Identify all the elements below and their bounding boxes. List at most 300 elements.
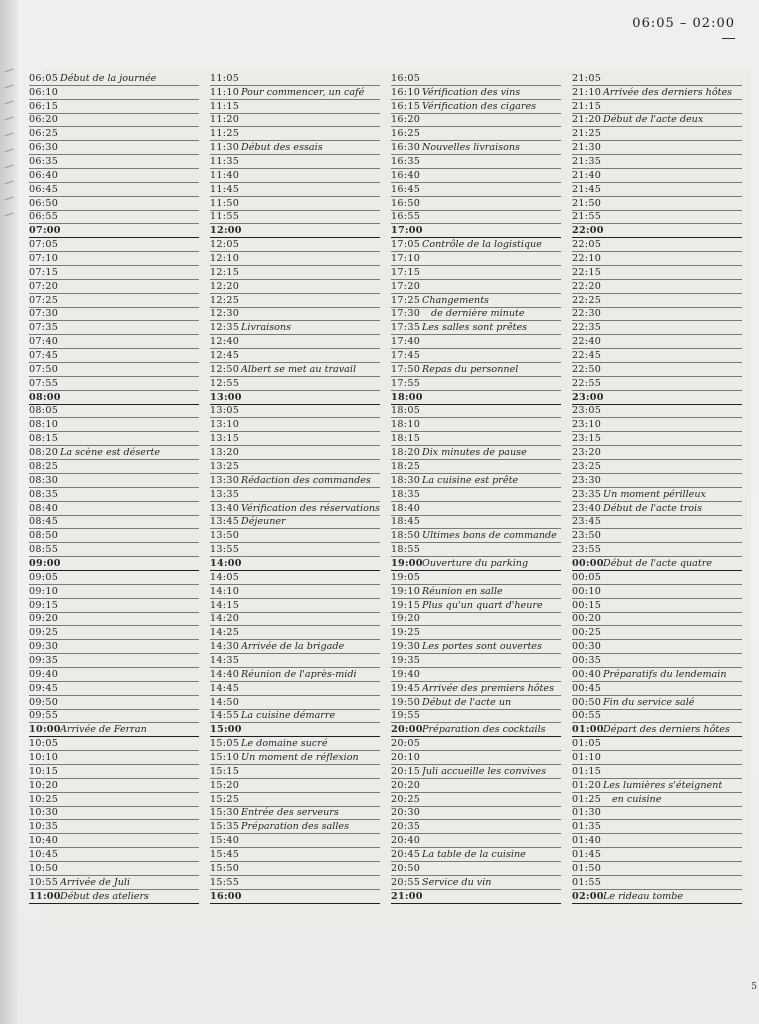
schedule-time: 10:40 (29, 835, 59, 847)
schedule-time: 16:50 (391, 197, 421, 209)
schedule-row (572, 640, 742, 654)
schedule-row (572, 197, 742, 211)
schedule-event-label: Préparatifs du lendemain (603, 668, 727, 680)
schedule-time: 17:40 (391, 336, 421, 348)
schedule-time: 13:00 (210, 391, 242, 403)
schedule-row (572, 183, 742, 197)
schedule-time: 20:35 (391, 821, 421, 833)
schedule-time: 06:35 (29, 156, 59, 168)
schedule-row (391, 890, 561, 904)
schedule-row (391, 169, 561, 183)
schedule-row (572, 238, 742, 252)
schedule-row (572, 363, 742, 377)
schedule-row (29, 834, 199, 848)
schedule-time: 13:20 (210, 447, 240, 459)
time-range-heading: 06:05 – 02:00 (632, 16, 735, 31)
schedule-time: 01:30 (572, 807, 602, 819)
schedule-event-label: Arrivée de Juli (60, 876, 131, 888)
schedule-time: 07:00 (29, 225, 61, 237)
schedule-time: 11:45 (210, 183, 240, 195)
schedule-row (29, 252, 199, 266)
schedule-row (391, 197, 561, 211)
schedule-row (391, 751, 561, 765)
schedule-time: 11:15 (210, 100, 240, 112)
schedule-row (210, 654, 380, 668)
schedule-row (391, 502, 561, 516)
schedule-time: 12:00 (210, 225, 242, 237)
schedule-row (29, 585, 199, 599)
schedule-row (572, 862, 742, 876)
schedule-event-label: Repas du personnel (422, 363, 519, 375)
schedule-row (572, 280, 742, 294)
schedule-row (391, 100, 561, 114)
schedule-time: 11:40 (210, 169, 240, 181)
schedule-time: 15:00 (210, 724, 242, 736)
schedule-row (29, 86, 199, 100)
schedule-event-label: Préparation des cocktails (422, 724, 546, 736)
schedule-time: 00:50 (572, 696, 602, 708)
schedule-row (29, 751, 199, 765)
schedule-row (391, 543, 561, 557)
schedule-row (29, 155, 199, 169)
schedule-time: 09:30 (29, 641, 59, 653)
schedule-time: 12:05 (210, 239, 240, 251)
schedule-time: 13:05 (210, 405, 240, 417)
schedule-time: 08:00 (29, 391, 61, 403)
schedule-time: 00:10 (572, 585, 602, 597)
schedule-row (572, 654, 742, 668)
schedule-event-label: Le rideau tombe (603, 890, 684, 902)
schedule-row (210, 377, 380, 391)
schedule-time: 17:50 (391, 363, 421, 375)
schedule-row (391, 640, 561, 654)
schedule-time: 08:15 (29, 433, 59, 445)
schedule-time: 21:05 (572, 72, 602, 84)
schedule-time: 06:40 (29, 169, 59, 181)
schedule-row (391, 723, 561, 737)
schedule-time: 19:00 (391, 557, 423, 569)
schedule-row (210, 793, 380, 807)
schedule-time: 21:00 (391, 890, 423, 902)
schedule-time: 12:15 (210, 266, 240, 278)
schedule-time: 09:20 (29, 613, 59, 625)
schedule-row (210, 682, 380, 696)
schedule-time: 13:30 (210, 474, 240, 486)
schedule-time: 19:45 (391, 682, 421, 694)
schedule-time: 14:05 (210, 571, 240, 583)
schedule-row (391, 363, 561, 377)
schedule-row (29, 613, 199, 627)
schedule-row (29, 557, 199, 571)
schedule-row (391, 141, 561, 155)
schedule-time: 00:00 (572, 557, 604, 569)
schedule-row (210, 294, 380, 308)
schedule-time: 19:20 (391, 613, 421, 625)
schedule-row (391, 252, 561, 266)
schedule-time: 07:25 (29, 294, 59, 306)
schedule-row (29, 696, 199, 710)
schedule-time: 17:35 (391, 322, 421, 334)
schedule-time: 18:30 (391, 474, 421, 486)
schedule-row (572, 418, 742, 432)
schedule-row (29, 183, 199, 197)
schedule-time: 22:10 (572, 253, 602, 265)
schedule-row (572, 668, 742, 682)
schedule-row (391, 391, 561, 405)
schedule-time: 10:20 (29, 779, 59, 791)
schedule-row (210, 100, 380, 114)
schedule-time: 07:15 (29, 266, 59, 278)
schedule-time: 10:25 (29, 793, 59, 805)
schedule-time: 06:15 (29, 100, 59, 112)
schedule-row (572, 696, 742, 710)
schedule-time: 00:30 (572, 641, 602, 653)
schedule-time: 07:35 (29, 322, 59, 334)
schedule-time: 00:45 (572, 682, 602, 694)
schedule-time: 13:15 (210, 433, 240, 445)
schedule-time: 10:50 (29, 862, 59, 874)
schedule-time: 16:00 (210, 890, 242, 902)
schedule-row (29, 321, 199, 335)
schedule-event-label: de dernière minute (431, 308, 525, 320)
schedule-row (29, 197, 199, 211)
schedule-column-4 (572, 72, 742, 904)
schedule-time: 20:00 (391, 724, 423, 736)
schedule-row (572, 723, 742, 737)
schedule-time: 20:40 (391, 835, 421, 847)
schedule-row (391, 294, 561, 308)
schedule-time: 14:25 (210, 627, 240, 639)
schedule-event-label: Nouvelles livraisons (422, 142, 520, 154)
schedule-row (29, 529, 199, 543)
schedule-time: 10:45 (29, 848, 59, 860)
schedule-time: 21:25 (572, 128, 602, 140)
schedule-row (572, 488, 742, 502)
schedule-event-label: Les lumières s'éteignent (603, 779, 723, 791)
schedule-row (391, 682, 561, 696)
schedule-row (391, 211, 561, 225)
schedule-column-1 (29, 72, 199, 904)
schedule-row (391, 529, 561, 543)
schedule-time: 16:25 (391, 128, 421, 140)
schedule-time: 12:55 (210, 377, 240, 389)
schedule-row (391, 114, 561, 128)
schedule-time: 16:35 (391, 156, 421, 168)
schedule-row (210, 502, 380, 516)
schedule-event-label: La table de la cuisine (422, 848, 526, 860)
schedule-time: 16:05 (391, 72, 421, 84)
schedule-row (29, 890, 199, 904)
schedule-row (29, 488, 199, 502)
schedule-time: 19:15 (391, 599, 421, 611)
schedule-row (210, 668, 380, 682)
schedule-row (210, 127, 380, 141)
schedule-row (29, 391, 199, 405)
schedule-row (572, 765, 742, 779)
schedule-time: 18:40 (391, 502, 421, 514)
schedule-time: 20:15 (391, 765, 421, 777)
schedule-time: 18:50 (391, 530, 421, 542)
schedule-time: 15:50 (210, 862, 240, 874)
schedule-row (29, 765, 199, 779)
schedule-row (391, 72, 561, 86)
schedule-time: 22:55 (572, 377, 602, 389)
schedule-time: 20:10 (391, 751, 421, 763)
schedule-time: 19:10 (391, 585, 421, 597)
schedule-time: 00:20 (572, 613, 602, 625)
schedule-event-label: en cuisine (612, 793, 662, 805)
schedule-time: 09:05 (29, 571, 59, 583)
schedule-row (29, 474, 199, 488)
schedule-time: 21:55 (572, 211, 602, 223)
schedule-time: 19:40 (391, 668, 421, 680)
schedule-time: 15:10 (210, 751, 240, 763)
schedule-row (391, 793, 561, 807)
schedule-row (391, 626, 561, 640)
schedule-time: 08:05 (29, 405, 59, 417)
schedule-time: 17:00 (391, 225, 423, 237)
schedule-time: 20:25 (391, 793, 421, 805)
schedule-row (572, 349, 742, 363)
schedule-time: 11:00 (29, 890, 61, 902)
schedule-time: 23:00 (572, 391, 604, 403)
schedule-time: 06:55 (29, 211, 59, 223)
schedule-event-label: Ouverture du parking (422, 557, 529, 569)
schedule-time: 00:55 (572, 710, 602, 722)
schedule-row (572, 890, 742, 904)
schedule-row (572, 446, 742, 460)
schedule-row (391, 321, 561, 335)
schedule-row (210, 543, 380, 557)
schedule-row (29, 668, 199, 682)
schedule-row (29, 266, 199, 280)
schedule-time: 16:55 (391, 211, 421, 223)
schedule-time: 09:00 (29, 557, 61, 569)
schedule-time: 10:30 (29, 807, 59, 819)
schedule-time: 12:50 (210, 363, 240, 375)
schedule-time: 23:20 (572, 447, 602, 459)
schedule-event-label: Contrôle de la logistique (422, 239, 542, 251)
schedule-row (29, 363, 199, 377)
schedule-row (572, 321, 742, 335)
page-number: 5 (751, 982, 757, 992)
schedule-row (210, 349, 380, 363)
schedule-time: 13:35 (210, 488, 240, 500)
schedule-row (391, 654, 561, 668)
schedule-row (572, 72, 742, 86)
schedule-time: 07:20 (29, 280, 59, 292)
schedule-time: 16:15 (391, 100, 421, 112)
schedule-time: 12:10 (210, 253, 240, 265)
schedule-time: 11:35 (210, 156, 240, 168)
schedule-row (29, 654, 199, 668)
schedule-row (572, 114, 742, 128)
schedule-event-label: Vérification des vins (422, 86, 521, 98)
schedule-row (391, 613, 561, 627)
schedule-row (391, 834, 561, 848)
schedule-time: 17:15 (391, 266, 421, 278)
schedule-row (210, 488, 380, 502)
schedule-time: 08:50 (29, 530, 59, 542)
schedule-time: 08:25 (29, 460, 59, 472)
schedule-event-label: Arrivée des derniers hôtes (603, 86, 733, 98)
schedule-row (572, 391, 742, 405)
schedule-time: 10:55 (29, 876, 59, 888)
schedule-row (29, 793, 199, 807)
schedule-time: 01:50 (572, 862, 602, 874)
schedule-event-label: Plus qu'un quart d'heure (422, 599, 543, 611)
schedule-row (572, 460, 742, 474)
schedule-time: 14:00 (210, 557, 242, 569)
schedule-row (391, 710, 561, 724)
schedule-time: 19:55 (391, 710, 421, 722)
schedule-row (29, 280, 199, 294)
schedule-time: 06:25 (29, 128, 59, 140)
schedule-time: 01:20 (572, 779, 602, 791)
schedule-event-label: Livraisons (241, 322, 292, 334)
schedule-row (572, 737, 742, 751)
schedule-row (29, 820, 199, 834)
schedule-row (29, 502, 199, 516)
schedule-row (210, 86, 380, 100)
schedule-time: 01:55 (572, 876, 602, 888)
schedule-row (29, 862, 199, 876)
schedule-row (572, 266, 742, 280)
schedule-time: 20:30 (391, 807, 421, 819)
schedule-event-label: Arrivée des premiers hôtes (422, 682, 555, 694)
schedule-row (391, 224, 561, 238)
schedule-row (572, 848, 742, 862)
schedule-time: 11:05 (210, 72, 240, 84)
schedule-time: 16:20 (391, 114, 421, 126)
schedule-event-label: La cuisine démarre (241, 710, 336, 722)
schedule-row (572, 432, 742, 446)
schedule-time: 07:05 (29, 239, 59, 251)
schedule-time: 23:35 (572, 488, 602, 500)
schedule-time: 23:10 (572, 419, 602, 431)
heading-rule (722, 38, 735, 39)
schedule-row (391, 308, 561, 322)
schedule-time: 19:50 (391, 696, 421, 708)
schedule-time: 00:05 (572, 571, 602, 583)
schedule-time: 21:15 (572, 100, 602, 112)
schedule-row (210, 876, 380, 890)
schedule-time: 22:05 (572, 239, 602, 251)
schedule-time: 07:45 (29, 350, 59, 362)
schedule-event-label: Albert se met au travail (241, 363, 357, 375)
schedule-time: 13:45 (210, 516, 240, 528)
schedule-row (391, 696, 561, 710)
schedule-time: 17:30 (391, 308, 421, 320)
schedule-time: 06:05 (29, 72, 59, 84)
schedule-time: 20:55 (391, 876, 421, 888)
schedule-row (572, 710, 742, 724)
schedule-time: 07:30 (29, 308, 59, 320)
schedule-time: 20:05 (391, 738, 421, 750)
schedule-row (210, 391, 380, 405)
schedule-row (210, 820, 380, 834)
schedule-time: 13:40 (210, 502, 240, 514)
schedule-time: 00:15 (572, 599, 602, 611)
schedule-row (572, 86, 742, 100)
schedule-row (391, 585, 561, 599)
schedule-row (572, 876, 742, 890)
schedule-time: 17:45 (391, 350, 421, 362)
schedule-event-label: Déjeuner (241, 516, 286, 528)
schedule-time: 17:55 (391, 377, 421, 389)
schedule-event-label: La scène est déserte (60, 447, 161, 459)
schedule-row (210, 557, 380, 571)
schedule-row (391, 238, 561, 252)
schedule-row (572, 169, 742, 183)
schedule-row (572, 211, 742, 225)
schedule-row (29, 308, 199, 322)
schedule-row (210, 363, 380, 377)
schedule-time: 08:10 (29, 419, 59, 431)
schedule-event-label: Début de l'acte trois (603, 502, 703, 514)
schedule-time: 00:25 (572, 627, 602, 639)
schedule-time: 07:40 (29, 336, 59, 348)
schedule-row (572, 834, 742, 848)
schedule-time: 02:00 (572, 890, 604, 902)
schedule-time: 23:45 (572, 516, 602, 528)
schedule-time: 14:40 (210, 668, 240, 680)
schedule-time: 13:25 (210, 460, 240, 472)
schedule-event-label: Début de l'acte quatre (603, 557, 713, 569)
schedule-time: 07:50 (29, 363, 59, 375)
schedule-time: 13:55 (210, 544, 240, 556)
schedule-time: 10:35 (29, 821, 59, 833)
schedule-row (29, 723, 199, 737)
schedule-event-label: Début des essais (241, 142, 323, 154)
schedule-row (29, 710, 199, 724)
schedule-time: 11:30 (210, 142, 240, 154)
schedule-time: 06:50 (29, 197, 59, 209)
schedule-row (572, 127, 742, 141)
schedule-row (210, 779, 380, 793)
schedule-row (29, 211, 199, 225)
schedule-time: 09:35 (29, 654, 59, 666)
schedule-row (210, 585, 380, 599)
schedule-row (572, 557, 742, 571)
schedule-row (391, 418, 561, 432)
schedule-row (29, 72, 199, 86)
schedule-event-label: Ultimes bons de commande (422, 530, 557, 542)
schedule-row (29, 599, 199, 613)
schedule-row (210, 114, 380, 128)
schedule-row (572, 377, 742, 391)
schedule-row (572, 502, 742, 516)
schedule-row (391, 862, 561, 876)
schedule-row (391, 779, 561, 793)
schedule-time: 23:30 (572, 474, 602, 486)
schedule-row (29, 516, 199, 530)
schedule-time: 01:25 (572, 793, 602, 805)
schedule-time: 14:30 (210, 641, 240, 653)
schedule-row (210, 807, 380, 821)
schedule-time: 01:05 (572, 738, 602, 750)
schedule-time: 00:40 (572, 668, 602, 680)
schedule-row (210, 280, 380, 294)
schedule-time: 08:40 (29, 502, 59, 514)
schedule-row (572, 626, 742, 640)
schedule-row (29, 224, 199, 238)
schedule-row (572, 779, 742, 793)
schedule-time: 17:10 (391, 253, 421, 265)
schedule-time: 16:45 (391, 183, 421, 195)
schedule-event-label: Début de la journée (60, 72, 157, 84)
schedule-time: 09:10 (29, 585, 59, 597)
